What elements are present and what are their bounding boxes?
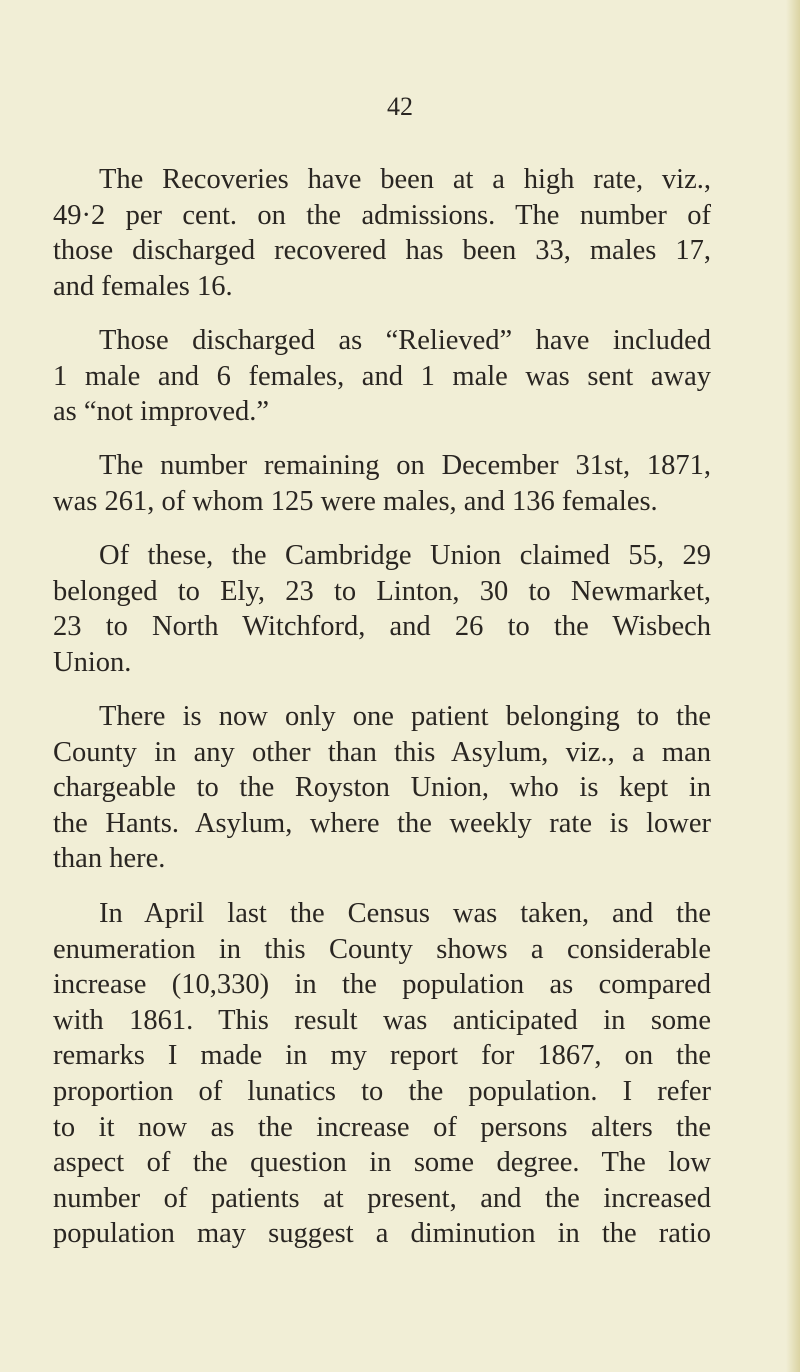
text-line: Union.: [53, 646, 132, 678]
text-line: than here.: [53, 843, 166, 875]
text-line: Of these, the Cambridge Union claimed 55, 29: [99, 540, 711, 571]
text-line: as “not improved.”: [53, 396, 270, 428]
text-line: those discharged recovered has been 33, males 17,: [53, 235, 711, 267]
text-line: County in any other than this Asylum, viz., a man: [53, 736, 711, 768]
text-line: 23 to North Witchford, and 26 to the Wisbech: [53, 611, 711, 643]
text-line: was 261, of whom 125 were males, and 136 females.: [53, 485, 658, 517]
text-line: In April last the Census was taken, and the: [99, 898, 711, 929]
text-line: with 1861. This result was anticipated in some: [53, 1004, 711, 1036]
text-line: remarks I made in my report for 1867, on the: [53, 1040, 711, 1072]
text-line: proportion of lunatics to the population. I refer: [53, 1075, 711, 1107]
paragraph-5: [53, 699, 711, 877]
text-line: Those discharged as “Relieved” have included: [99, 325, 711, 356]
page-number: 42: [387, 92, 413, 121]
paragraph-2: [53, 323, 711, 430]
text-line: belonged to Ely, 23 to Linton, 30 to Newmarket,: [53, 575, 711, 607]
text-line: The number remaining on December 31st, 1871,: [99, 450, 711, 481]
text-line: to it now as the increase of persons alters the: [53, 1111, 711, 1143]
text-line: number of patients at present, and the increased: [53, 1182, 711, 1214]
text-line: 49·2 per cent. on the admissions. The number of: [53, 199, 711, 231]
text-line: The Recoveries have been at a high rate, viz.,: [99, 164, 711, 195]
text-line: aspect of the question in some degree. The low: [53, 1147, 711, 1179]
text-line: 1 male and 6 females, and 1 male was sent away: [53, 360, 711, 392]
text-line: enumeration in this County shows a considerable: [53, 933, 711, 965]
text-line: population may suggest a diminution in the ratio: [53, 1218, 711, 1250]
text-line: chargeable to the Royston Union, who is kept in: [53, 772, 711, 804]
paragraph-6: [53, 896, 711, 1252]
paragraph-4: [53, 538, 711, 680]
paragraph-3: [53, 448, 711, 519]
text-line: the Hants. Asylum, where the weekly rate is lower: [53, 807, 711, 839]
text-line: increase (10,330) in the population as compared: [53, 969, 711, 1001]
paragraph-1: [53, 162, 711, 304]
page-edge-shadow: [786, 0, 800, 1372]
text-line: and females 16.: [53, 270, 233, 302]
text-line: There is now only one patient belonging to the: [99, 701, 711, 732]
